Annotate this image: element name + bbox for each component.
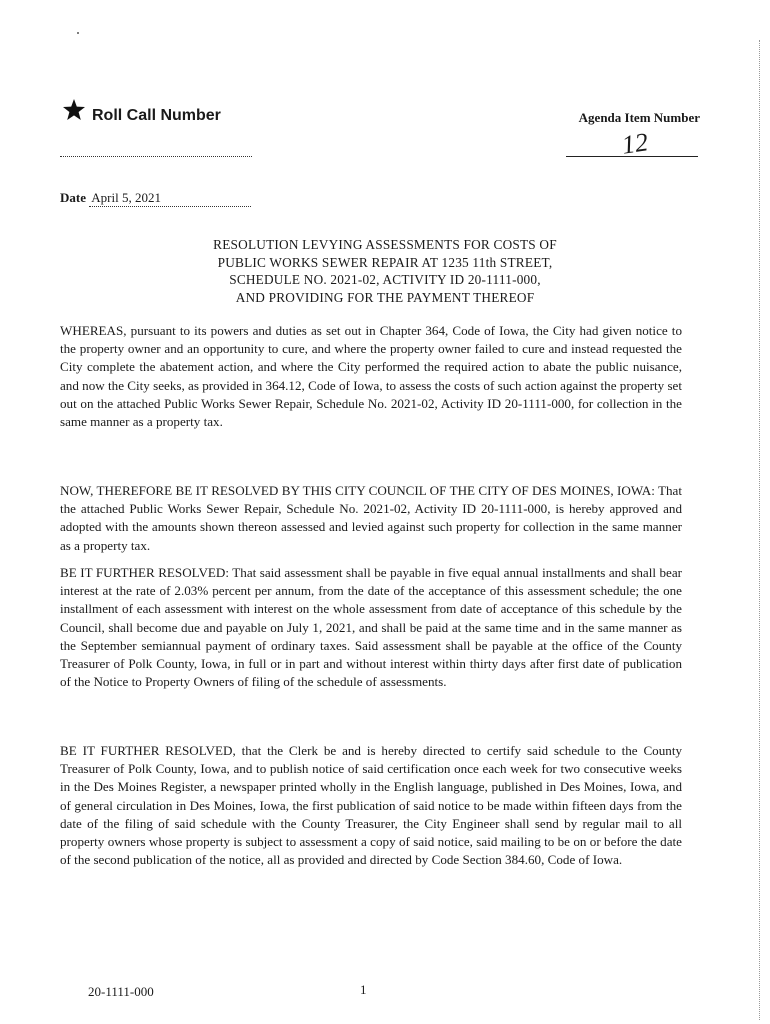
scan-speck (77, 32, 79, 34)
title-line: RESOLUTION LEVYING ASSESSMENTS FOR COSTS OF (213, 237, 557, 252)
whereas-paragraph: WHEREAS, pursuant to its powers and duties as set out in Chapter 364, Code of Iowa, the City had given notice to the property owner and an opportunity to cure, and where the property owner failed to cure and instead requested the City complete the abatement action, and where the City performed the required action to abate the public nuisance, and now the City seeks, as provided in 364.12, Code of Iowa, to assess the costs of such action against the property set out on the attached Public Works Sewer Repair, Schedule No. 2021-02, Activity ID 20-1111-000, for collection in the same manner as a property tax. (60, 323, 682, 430)
further-resolved-clerk-paragraph: BE IT FURTHER RESOLVED, that the Clerk be and is hereby directed to certify said schedule to the County Treasurer of Polk County, Iowa, and to publish notice of said certification once each week for two consecutive weeks in the Des Moines Register, a newspaper printed wholly in the English language, published in Des Moines, Iowa, and of general circulation in Des Moines, Iowa, the first publication of said notice to be made within fifteen days from the date of the filing of said schedule with the County Treasurer, the City Engineer shall send by regular mail to all property owners whose property is subject to assessment a copy of said notice, said mailing to be on or before the date of the second publication of the notice, all as provided and directed by Code Section 384.60, Code of Iowa. (60, 743, 682, 868)
title-line: SCHEDULE NO. 2021-02, ACTIVITY ID 20-1111-000, (229, 272, 541, 287)
title-line: AND PROVIDING FOR THE PAYMENT THEREOF (235, 289, 535, 305)
roll-call-header (62, 98, 221, 122)
date-row (60, 190, 251, 207)
star-icon (62, 98, 86, 122)
roll-call-number-line (60, 156, 252, 157)
further-resolved-payment-paragraph: BE IT FURTHER RESOLVED: That said assessment shall be payable in five equal annual installments and shall bear interest at the rate of 2.03% percent per annum, from the date of the acceptance of this assessment schedule; the one installment of each assessment with interest on the whole assessment from date of acceptance of this schedule by the Council, shall become due and payable on July 1, 2021, and shall be paid at the same time and in the same manner as the September semiannual payment of ordinary taxes. Said assessment shall be payable at the office of the County Treasurer of Polk County, Iowa, in full or in part and without interest within thirty days after first date of publication of the Notice to Property Owners of filing of the schedule of assessments. (60, 565, 682, 690)
scan-edge-marks (759, 40, 766, 1020)
date-value: April 5, 2021 (89, 190, 251, 207)
resolved-paragraph: NOW, THEREFORE BE IT RESOLVED BY THIS CITY COUNCIL OF THE CITY OF DES MOINES, IOWA: That the attached Public Works Sewer Repair, Schedule No. 2021-02, Activity ID 20-1111-000, is hereby approved and adopted with the amounts shown thereon assessed and levied against such property for collection in the same manner as a property tax. (60, 483, 682, 553)
resolution-title (130, 236, 640, 306)
date-label: Date (60, 190, 86, 205)
agenda-item-number-line (566, 127, 698, 160)
agenda-item-number-handwritten: 12 (620, 127, 650, 160)
footer-page-number: 1 (360, 982, 367, 997)
agenda-item-label: Agenda Item Number (578, 110, 700, 125)
roll-call-label: Roll Call Number (92, 107, 221, 124)
title-line: PUBLIC WORKS SEWER REPAIR AT 1235 11th STREET, (217, 254, 553, 270)
footer-activity-id: 20-1111-000 (88, 984, 154, 999)
